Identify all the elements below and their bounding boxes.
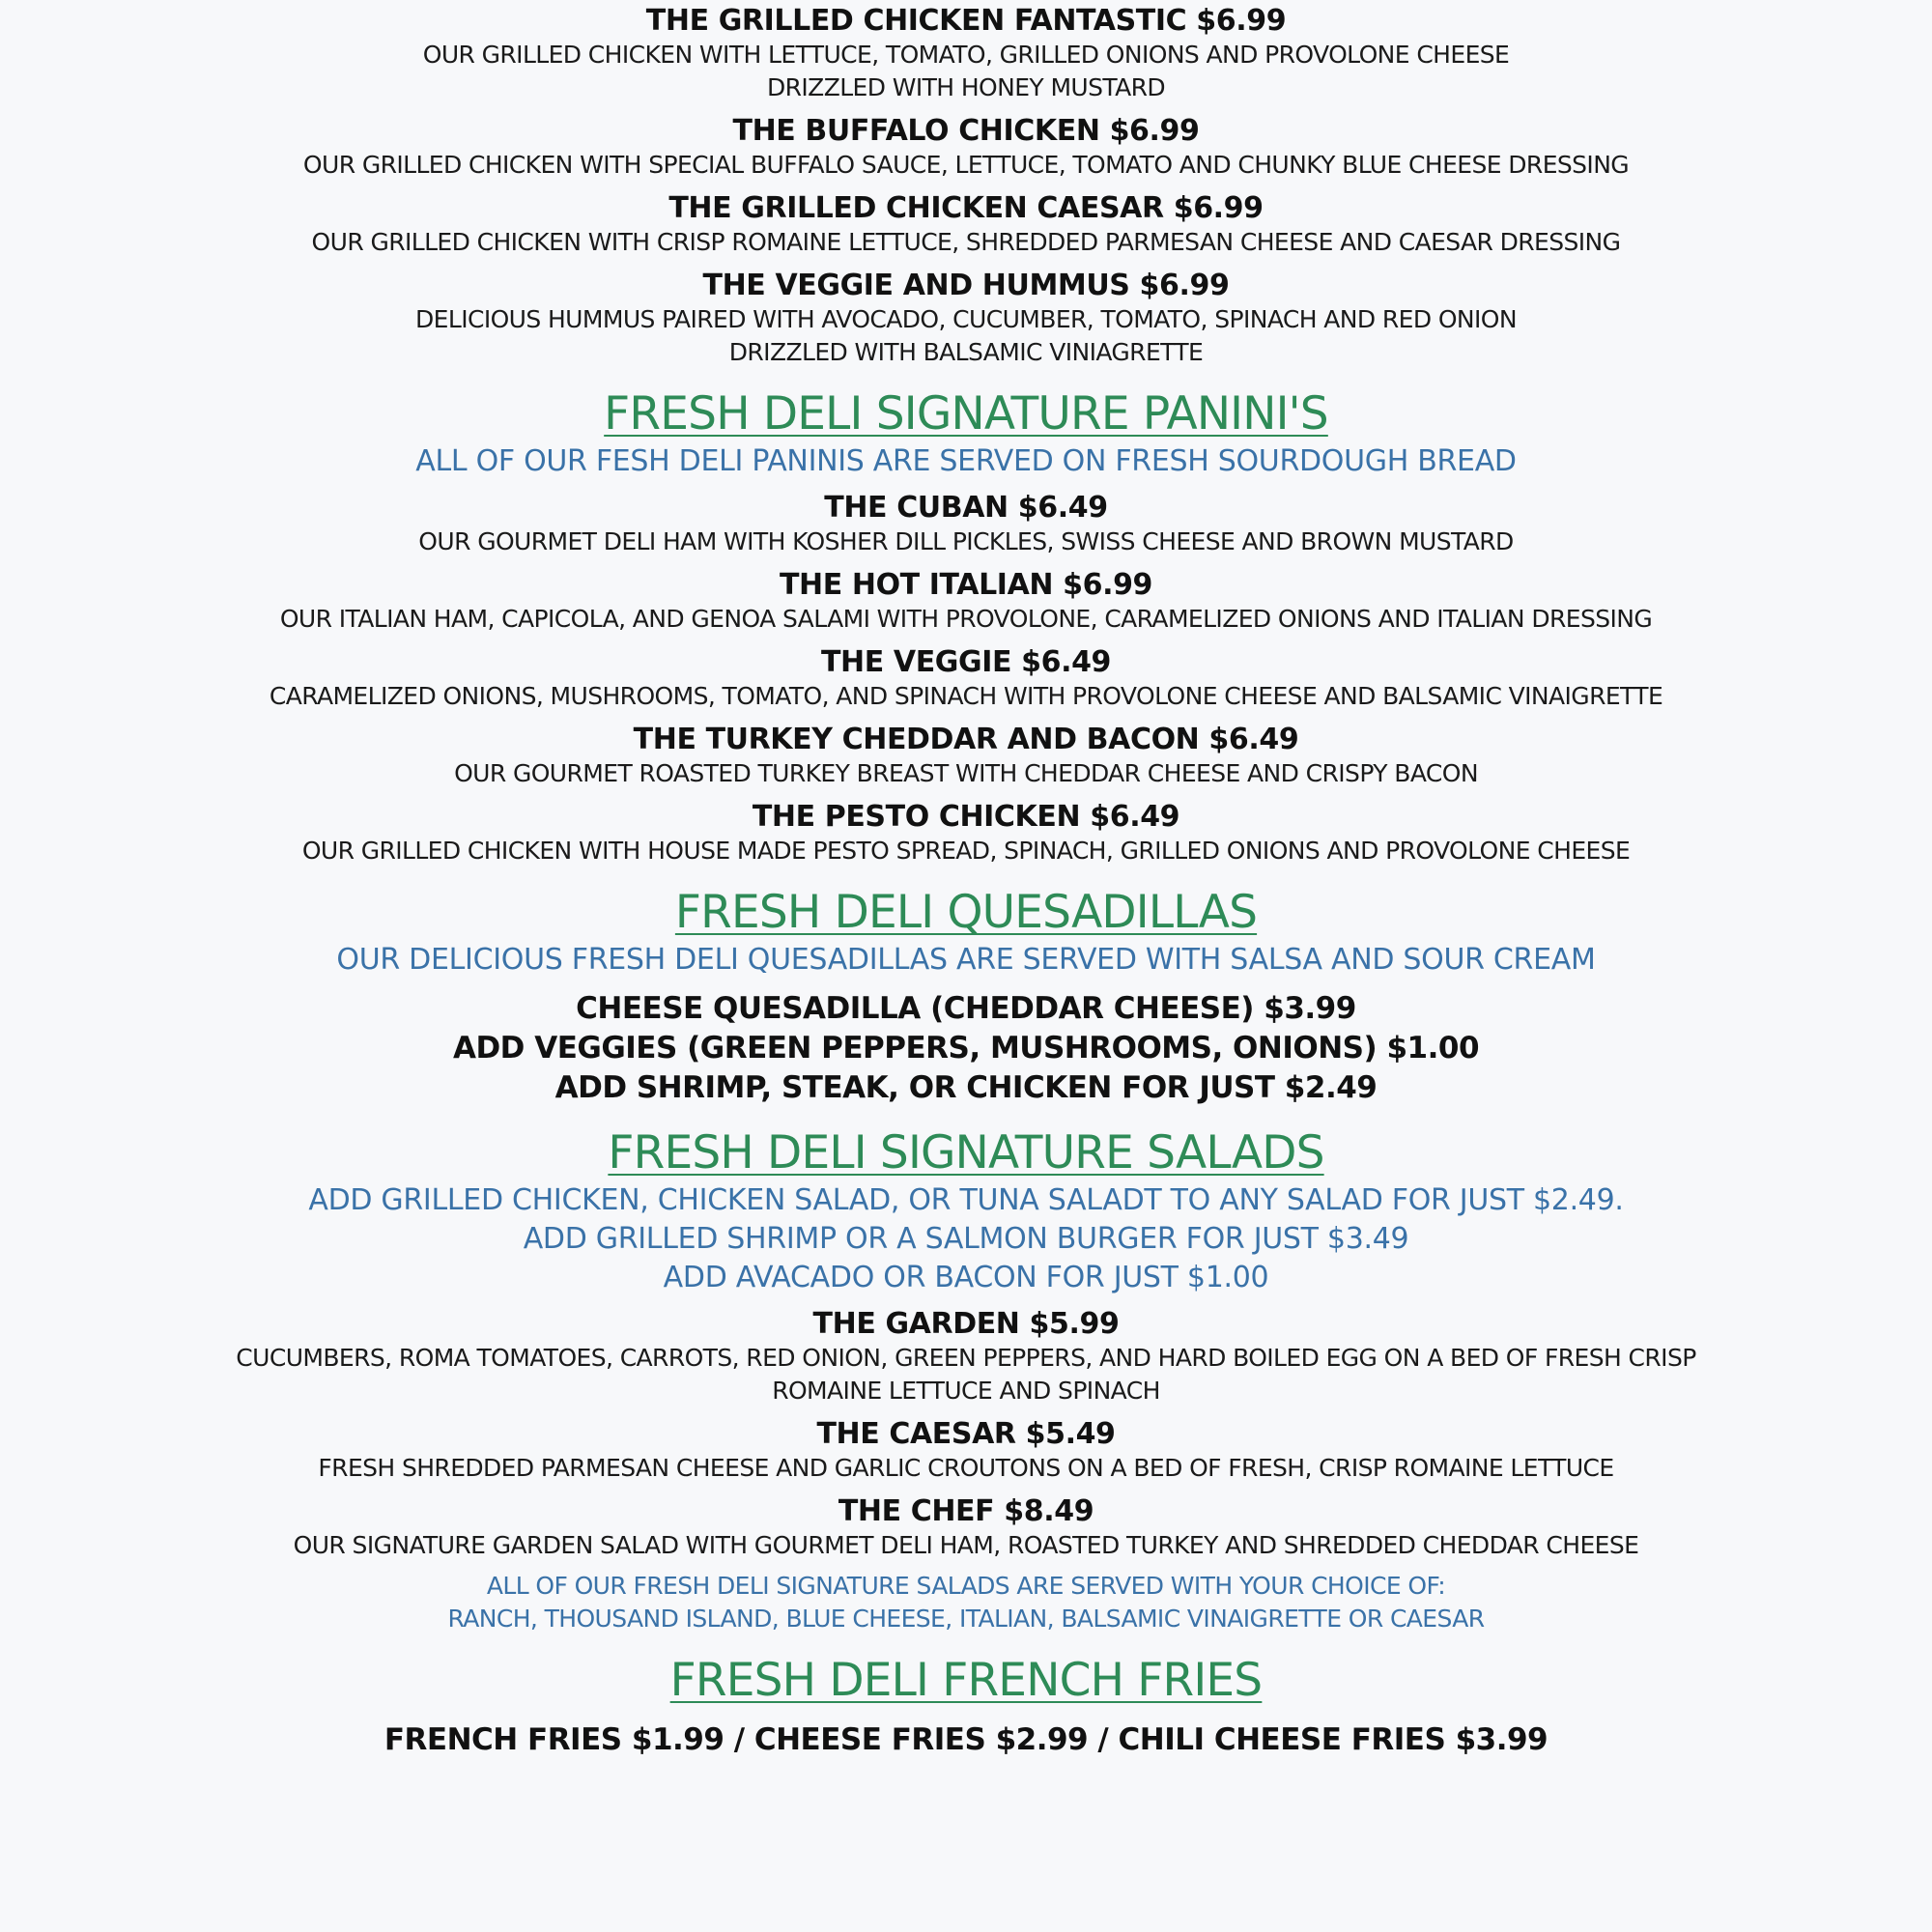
item-description: FRESH SHREDDED PARMESAN CHEESE AND GARLIC CROUTONS ON A BED OF FRESH, CRISP ROMAINE LETTUCE [318,1454,1614,1482]
section-heading: FRESH DELI FRENCH FRIES [669,1654,1263,1707]
menu-item-caesar [0,1417,1932,1485]
menu-item-chef [0,1494,1932,1562]
section-note: OUR DELICIOUS FRESH DELI QUESADILLAS ARE SERVED WITH SALSA AND SOUR CREAM [336,943,1596,977]
menu-item-veggie-and-hummus [0,269,1932,369]
menu-item-hot-italian [0,568,1932,636]
item-title: THE CAESAR $5.49 [816,1417,1116,1451]
item-title: THE CHEF $8.49 [838,1494,1094,1528]
item-description: OUR GRILLED CHICKEN WITH CRISP ROMAINE LETTUCE, SHREDDED PARMESAN CHEESE AND CAESAR DRESSING [311,228,1621,256]
menu-item-grilled-chicken-caesar [0,191,1932,259]
item-description: DRIZZLED WITH HONEY MUSTARD [766,73,1166,101]
item-title: THE HOT ITALIAN $6.99 [779,568,1153,602]
section-note: ADD AVACADO OR BACON FOR JUST $1.00 [663,1261,1269,1294]
menu-item-grilled-chicken-fantastic [0,4,1932,104]
item-title: THE BUFFALO CHICKEN $6.99 [732,114,1200,148]
fries-prices: FRENCH FRIES $1.99 / CHEESE FRIES $2.99 / CHILI CHEESE FRIES $3.99 [384,1722,1548,1757]
section-fries [0,1653,1932,1761]
section-panini [0,386,1932,867]
item-description: OUR ITALIAN HAM, CAPICOLA, AND GENOA SALAMI WITH PROVOLONE, CARAMELIZED ONIONS AND ITALIAN DRESSING [279,605,1653,633]
item-description: OUR GOURMET DELI HAM WITH KOSHER DILL PICKLES, SWISS CHEESE AND BROWN MUSTARD [418,527,1514,555]
item-description: DELICIOUS HUMMUS PAIRED WITH AVOCADO, CUCUMBER, TOMATO, SPINACH AND RED ONION [415,305,1517,333]
menu-item-garden [0,1307,1932,1407]
item-description: OUR GRILLED CHICKEN WITH LETTUCE, TOMATO, GRILLED ONIONS AND PROVOLONE CHEESE [422,41,1510,69]
item-title: THE PESTO CHICKEN $6.49 [752,800,1180,834]
item-title: THE GRILLED CHICKEN CAESAR $6.99 [668,191,1264,225]
item-description: ROMAINE LETTUCE AND SPINACH [772,1377,1160,1405]
section-salads [0,1125,1932,1635]
menu-item-turkey-cheddar-bacon [0,723,1932,790]
section-heading: FRESH DELI QUESADILLAS [674,886,1258,939]
item-description: DRIZZLED WITH BALSAMIC VINIAGRETTE [728,338,1204,366]
section-note: ALL OF OUR FESH DELI PANINIS ARE SERVED ON FRESH SOURDOUGH BREAD [415,444,1517,478]
quesadilla-line: ADD VEGGIES (GREEN PEPPERS, MUSHROOMS, ONIONS) $1.00 [452,1031,1480,1065]
section-note: ADD GRILLED CHICKEN, CHICKEN SALAD, OR TUNA SALADT TO ANY SALAD FOR JUST $2.49. [308,1183,1624,1217]
item-title: THE GARDEN $5.99 [812,1307,1120,1341]
item-title: THE GRILLED CHICKEN FANTASTIC $6.99 [645,4,1287,38]
item-title: THE TURKEY CHEDDAR AND BACON $6.49 [633,723,1299,756]
item-description: OUR GOURMET ROASTED TURKEY BREAST WITH CHEDDAR CHEESE AND CRISPY BACON [454,759,1478,787]
quesadilla-line: ADD SHRIMP, STEAK, OR CHICKEN FOR JUST $2.49 [554,1070,1378,1105]
item-title: THE VEGGIE AND HUMMUS $6.99 [702,269,1230,302]
section-quesadillas [0,885,1932,1108]
section-heading: FRESH DELI SIGNATURE PANINI'S [604,387,1328,440]
dressing-note: RANCH, THOUSAND ISLAND, BLUE CHEESE, ITALIAN, BALSAMIC VINAIGRETTE OR CAESAR [447,1605,1485,1633]
item-description: CARAMELIZED ONIONS, MUSHROOMS, TOMATO, AND SPINACH WITH PROVOLONE CHEESE AND BALSAMIC VINAIGRETTE [269,682,1663,710]
item-description: CUCUMBERS, ROMA TOMATOES, CARROTS, RED ONION, GREEN PEPPERS, AND HARD BOILED EGG ON A BED OF FRESH CRISP [236,1344,1696,1372]
section-note: ADD GRILLED SHRIMP OR A SALMON BURGER FOR JUST $3.49 [523,1222,1409,1256]
item-title: THE VEGGIE $6.49 [820,645,1112,679]
menu-item-pesto-chicken [0,800,1932,867]
item-description: OUR SIGNATURE GARDEN SALAD WITH GOURMET DELI HAM, ROASTED TURKEY AND SHREDDED CHEDDAR CHEESE [293,1531,1639,1559]
item-description: OUR GRILLED CHICKEN WITH HOUSE MADE PESTO SPREAD, SPINACH, GRILLED ONIONS AND PROVOLONE CHEESE [301,837,1631,865]
menu-item-buffalo-chicken [0,114,1932,182]
section-heading: FRESH DELI SIGNATURE SALADS [608,1126,1324,1179]
item-title: THE CUBAN $6.49 [824,491,1108,525]
item-description: OUR GRILLED CHICKEN WITH SPECIAL BUFFALO SAUCE, LETTUCE, TOMATO AND CHUNKY BLUE CHEESE DRESSING [302,151,1630,179]
menu-item-veggie [0,645,1932,713]
dressing-note: ALL OF OUR FRESH DELI SIGNATURE SALADS ARE SERVED WITH YOUR CHOICE OF: [486,1572,1446,1600]
quesadilla-line: CHEESE QUESADILLA (CHEDDAR CHEESE) $3.99 [576,991,1356,1026]
menu-item-cuban [0,491,1932,558]
